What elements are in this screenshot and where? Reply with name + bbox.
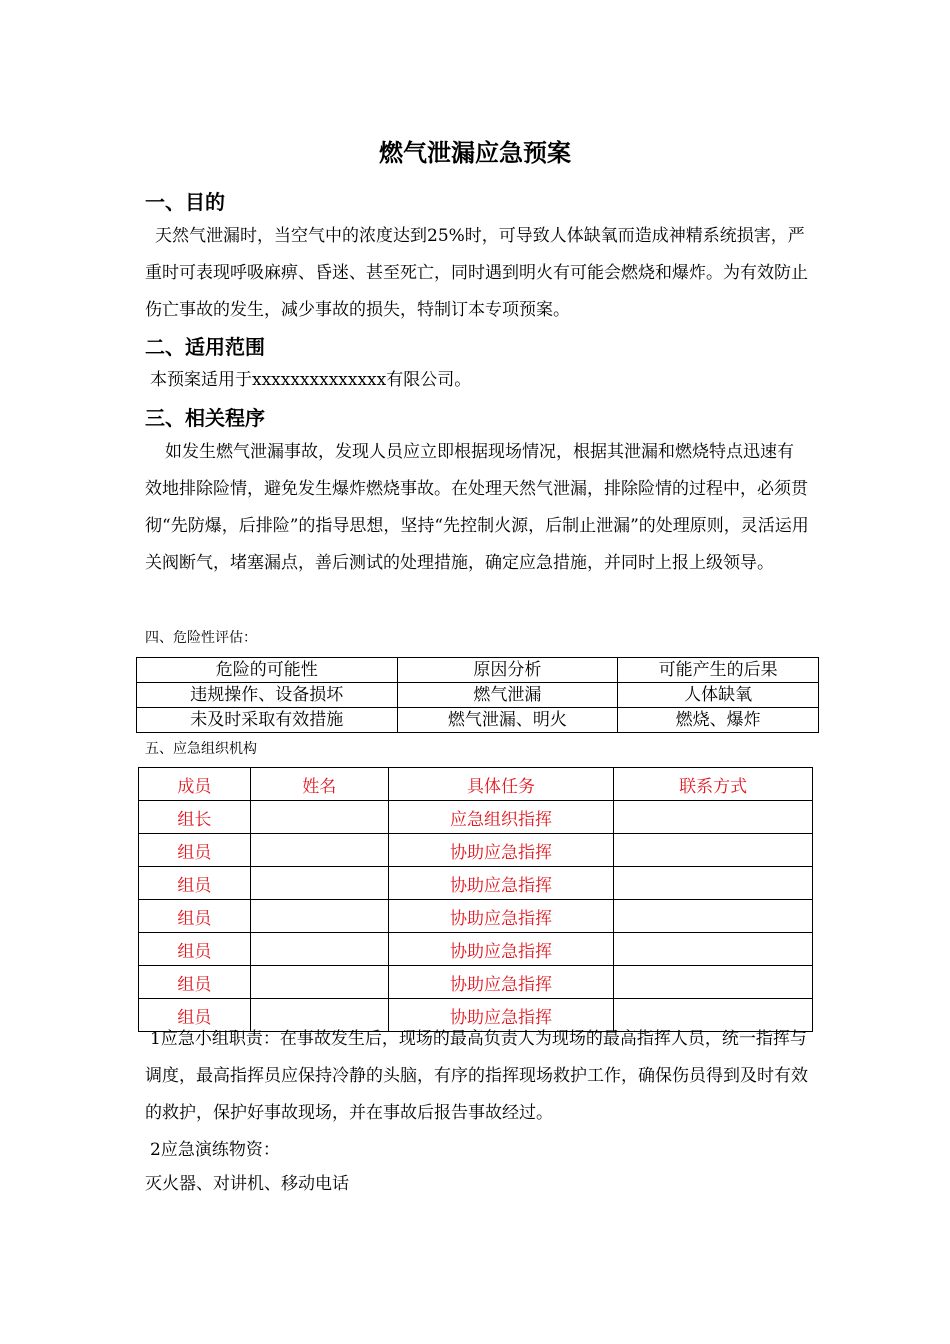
risk-assessment-table [136,657,819,733]
section-5-heading: 五、应急组织机构 [145,741,257,757]
table-row [139,867,813,900]
table-row [139,900,813,933]
table-row [139,966,813,999]
table-cell: 违规操作、设备损坏 [137,683,398,708]
table-cell: 协助应急指挥 [388,867,614,900]
emergency-materials-label: 2应急演练物资： [150,1140,280,1160]
table-cell: 协助应急指挥 [388,966,614,999]
table-cell: 组员 [139,999,251,1032]
table-row [139,933,813,966]
table-cell: 燃气泄漏 [397,683,618,708]
table-cell: 组员 [139,867,251,900]
section-2-heading: 二、适用范围 [145,335,265,359]
table-cell: 组长 [139,801,251,834]
table-header-cell: 成员 [139,768,251,801]
table-header-cell: 原因分析 [397,658,618,683]
table-row [137,683,819,708]
document-title: 燃气泄漏应急预案 [379,138,571,167]
table-cell: 组员 [139,966,251,999]
table-row [139,834,813,867]
emergency-materials-list: 灭火器、对讲机、移动电话 [145,1174,349,1194]
table-row [137,708,819,733]
table-cell: 未及时采取有效措施 [137,708,398,733]
table-cell [614,834,813,867]
table-cell [614,867,813,900]
table-cell [614,933,813,966]
table-cell: 协助应急指挥 [388,999,614,1032]
table-cell: 协助应急指挥 [388,933,614,966]
table-cell: 组员 [139,900,251,933]
table-cell [250,900,388,933]
emergency-organization-table [138,767,813,1032]
table-cell [614,801,813,834]
table-header-cell: 危险的可能性 [137,658,398,683]
table-row [139,801,813,834]
table-header-row [137,658,819,683]
table-cell: 燃气泄漏、明火 [397,708,618,733]
table-cell [250,966,388,999]
table-cell: 应急组织指挥 [388,801,614,834]
table-cell [250,801,388,834]
table-cell [614,900,813,933]
table-cell: 组员 [139,933,251,966]
section-3-body: 如发生燃气泄漏事故，发现人员应立即根据现场情况，根据其泄漏和燃烧特点迅速有效地排除险情，避免发生爆炸燃烧事故。在处理天然气泄漏，排除险情的过程中，必须贯彻“先防爆，后排险”的指导思想，坚持“先控制火源，后制止泄漏”的处理原则，灵活运用关阀断气，堵塞漏点，善后测试的处理措施，确定应急措施，并同时上报上级领导。 [145,442,809,573]
section-2-body: 本预案适用于xxxxxxxxxxxxxx有限公司。 [150,370,472,390]
table-header-row [139,768,813,801]
table-cell: 组员 [139,834,251,867]
emergency-team-duty-text: 1应急小组职责：在事故发生后，现场的最高负责人为现场的最高指挥人员，统一指挥与调度，最高指挥员应保持冷静的头脑，有序的指挥现场救护工作，确保伤员得到及时有效的救护，保护好事故现场，并在事故后报告事故经过。 [145,1029,808,1123]
section-1-heading: 一、目的 [145,190,225,214]
table-header-cell: 可能产生的后果 [618,658,819,683]
table-cell: 燃烧、爆炸 [618,708,819,733]
table-header-cell: 具体任务 [388,768,614,801]
table-cell [250,933,388,966]
section-3-heading: 三、相关程序 [145,406,265,430]
table-cell: 人体缺氧 [618,683,819,708]
table-cell: 协助应急指挥 [388,834,614,867]
table-header-cell: 姓名 [250,768,388,801]
section-1-body: 天然气泄漏时，当空气中的浓度达到25%时，可导致人体缺氧而造成神精系统损害，严重时可表现呼吸麻痹、昏迷、甚至死亡，同时遇到明火有可能会燃烧和爆炸。为有效防止伤亡事故的发生，减少事故的损失，特制订本专项预案。 [145,226,808,320]
table-cell [250,834,388,867]
table-cell [614,966,813,999]
table-cell: 协助应急指挥 [388,900,614,933]
table-cell [250,867,388,900]
table-header-cell: 联系方式 [614,768,813,801]
section-4-heading: 四、危险性评估： [145,630,257,646]
